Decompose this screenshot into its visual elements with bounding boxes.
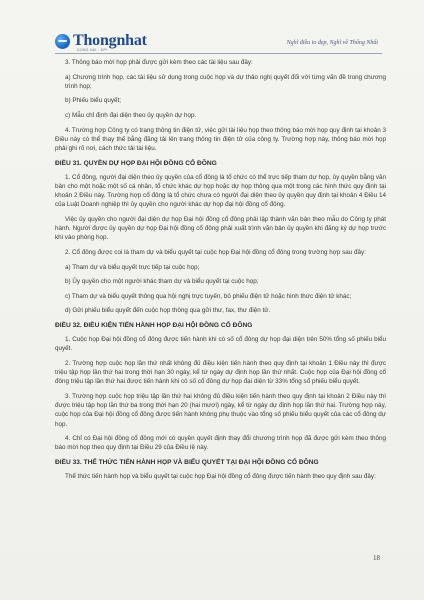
body-paragraph: 4. Chỉ có Đại hội đồng cổ đông mới có quyền quyết định thay đổi chương trình họp đã được gửi kèm theo thông báo mời họp theo quy định tại Điều 29 của Điều lệ này. [55, 435, 386, 452]
body-paragraph: c) Mẫu chỉ định đại diện theo ủy quyền dự họp. [65, 111, 197, 119]
body-paragraph: b) Phiếu biểu quyết; [65, 97, 122, 105]
document-body [55, 58, 386, 487]
body-paragraph: 1. Cổ đông, người đại diện theo ủy quyền của cổ đông là tổ chức có thể trực tiếp tham dự họp, ủy quyền bằng văn bản cho một hoặc một số cá nhân, tổ chức khác dự họp hoặc dự họp thông qua một trong các hình thức quy định tại khoản 2 Điều này. Trường hợp cổ đông là tổ chức chưa có người đại diện theo ủy quyền quy định tại khoản 4 Điều 14 của Luật Doanh nghiệp thì ủy quyền cho người khác dự họp đại hội đồng cổ đông. [55, 173, 386, 209]
logo-text: Thongnhat [73, 32, 147, 49]
body-paragraph: 3. Thông báo mời họp phải được gửi kèm theo các tài liệu sau đây: [65, 59, 253, 66]
body-paragraph: b) Ủy quyền cho một người khác tham dự và biểu quyết tại cuộc họp; [65, 278, 259, 286]
header-motto: Nghĩ điều to đẹp, Nghĩ về Thống Nhất [286, 40, 378, 46]
body-paragraph: 2. Trường hợp cuộc họp lần thứ nhất không đủ điều kiện tiến hành theo quy định tại khoản 1 Điều này thì được triệu tập họp lần thứ hai trong thời hạn 30 ngày, kể từ ngày dự định họp lần thứ nhất. Cuộc họp của Đại hội đồng cổ đông triệu tập lần thứ hai được tiến hành khi có số cổ đông dự họp đại diện từ 33% tổng số phiếu biểu quyết. [55, 359, 386, 386]
page-header [0, 0, 424, 60]
body-paragraph: 4. Trường hợp Công ty có trang thông tin điện tử, việc gửi tài liệu họp theo thông báo mời họp quy định tại khoản 3 Điều này có thể thay thế bằng đăng tải lên trang thông tin điện tử của công ty. Trường hợp này, thông báo mời họp phải ghi rõ nơi, cách thức tải tài liệu. [55, 126, 386, 152]
logo-subtext: DONG NAI · DPI [77, 48, 108, 52]
page-number: 18 [373, 554, 380, 562]
body-paragraph: Thể thức tiến hành họp và biểu quyết tại cuộc họp Đại hội đồng cổ đông được tiến hành theo quy định sau đây: [65, 473, 376, 481]
section-heading: ĐIỀU 33. THỂ THỨC TIẾN HÀNH HỌP VÀ BIỂU QUYẾT TẠI ĐẠI HỘI ĐỒNG CỔ ĐÔNG [55, 458, 319, 466]
body-paragraph: 2. Cổ đông được coi là tham dự và biểu quyết tại cuộc họp Đại hội đồng cổ đông trong trường hợp sau đây: [65, 248, 366, 256]
section-heading: ĐIỀU 31. QUYỀN DỰ HỌP ĐẠI HỘI ĐỒNG CỔ ĐÔNG [55, 159, 217, 167]
body-paragraph: a) Chương trình họp, các tài liệu sử dụng trong cuộc họp và dự thảo nghị quyết đối với từng vấn đề trong chương trình họp; [65, 73, 386, 90]
logo-globe-icon [55, 34, 70, 49]
header-divider [55, 53, 382, 54]
section-heading: ĐIỀU 32. ĐIỀU KIỆN TIẾN HÀNH HỌP ĐẠI HỘI ĐỒNG CỔ ĐÔNG [55, 321, 253, 329]
body-paragraph: d) Gửi phiếu biểu quyết đến cuộc họp thông qua gửi thư, fax, thư điện tử. [65, 307, 271, 315]
body-paragraph: 1. Cuộc họp Đại hội đồng cổ đông được tiến hành khi có số cổ đông dự họp đại diện trên 50% tổng số phiếu biểu quyết. [55, 336, 386, 353]
body-paragraph: 3. Trường hợp cuộc họp triệu tập lần thứ hai không đủ điều kiện tiến hành theo quy định tại khoản 2 Điều này thì được triệu tập họp lần thứ ba trong thời hạn 20 (hai mươi) ngày, kể từ ngày dự định họp lần thứ hai. Trường hợp này, cuộc họp của Đại hội đồng cổ đông được tiến hành không phụ thuộc vào tổng số phiếu biểu quyết của các cổ đông dự họp. [55, 392, 386, 428]
body-paragraph: Việc ủy quyền cho người đại diện dự họp Đại hội đồng cổ đông phải lập thành văn bản theo mẫu do Công ty phát hành. Người được ủy quyền dự họp Đại hội đồng cổ đông phải xuất trình văn bản ủy quyền khi đăng ký dự họp trước khi vào phòng họp. [55, 215, 386, 242]
body-paragraph: a) Tham dự và biểu quyết trực tiếp tại cuộc họp; [65, 263, 200, 271]
body-paragraph: c) Tham dự và biểu quyết thông qua hội nghị trực tuyến, bỏ phiếu điện tử hoặc hình thức điện tử khác; [65, 292, 352, 300]
